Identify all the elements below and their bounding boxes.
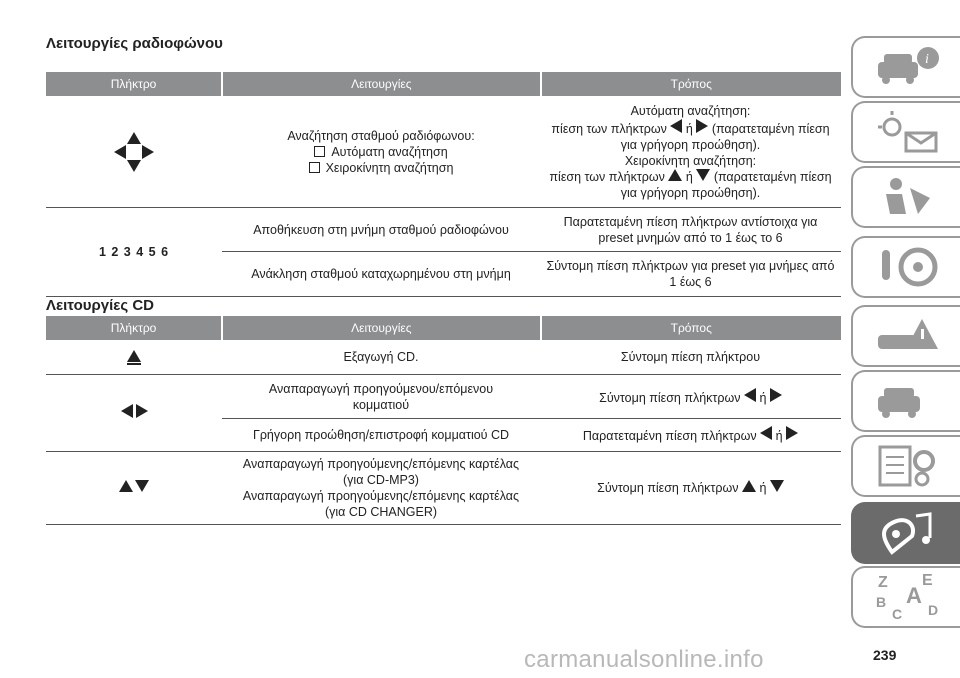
mode-cell — [540, 208, 841, 251]
mode-cell — [540, 452, 841, 524]
mode-text: Σύντομη πίεση πλήκτρων — [597, 481, 739, 495]
key-cell — [46, 452, 222, 524]
mode-cell — [540, 375, 841, 418]
eject-icon — [127, 350, 141, 365]
index-icon — [872, 569, 942, 625]
svg-text:Z: Z — [877, 574, 888, 591]
or-text: ή — [685, 169, 693, 184]
mode-cell — [540, 96, 841, 207]
multimedia-icon — [872, 508, 942, 558]
table-header — [46, 72, 841, 96]
tab-emergency[interactable] — [851, 305, 960, 367]
table-row — [46, 340, 841, 375]
svg-text:E: E — [921, 572, 933, 589]
svg-text:i: i — [924, 52, 929, 67]
mode-text: Παρατεταμένη πίεση πλήκτρων — [582, 429, 757, 443]
car-info-icon — [872, 44, 942, 90]
option-label: Χειροκίνητη αναζήτηση — [325, 160, 454, 175]
header-key: Πλήκτρο — [110, 77, 157, 91]
mode-line: για γρήγορη προώθηση). — [620, 185, 761, 200]
header-functions: Λειτουργίες — [221, 316, 539, 340]
mode-line: Αυτόματη αναζήτηση: — [630, 103, 751, 118]
function-cell: Γρήγορη προώθηση/επιστροφή κομματιού CD — [252, 428, 510, 442]
page-number: 239 — [873, 647, 897, 663]
function-line: κομματιού — [352, 397, 410, 412]
header-mode: Τρόπος — [540, 316, 841, 340]
checkbox-icon — [309, 162, 320, 173]
function-title: Αναζήτηση σταθμού ραδιόφωνου: — [287, 128, 475, 143]
key-cell — [46, 340, 222, 374]
key-cell: 1 2 3 4 5 6 — [98, 245, 170, 259]
mode-line: preset μνημών από το 1 έως το 6 — [598, 230, 783, 245]
radio-functions-table — [46, 72, 841, 297]
function-line: (για CD-MP3) — [343, 473, 419, 487]
mode-cell — [540, 419, 841, 451]
mode-line: για γρήγορη προώθηση). — [620, 137, 761, 152]
left-arrow-icon — [760, 426, 772, 440]
sub-row — [222, 208, 841, 252]
function-cell: Αποθήκευση στη μνήμη σταθμού ραδιοφώνου — [253, 222, 509, 237]
mode-text: πίεση των πλήκτρων — [551, 121, 667, 136]
cd-functions-table — [46, 316, 841, 525]
mode-text: πίεση των πλήκτρων — [549, 169, 665, 184]
right-arrow-icon — [696, 119, 708, 133]
tab-car-info[interactable] — [851, 36, 960, 98]
key-cell — [46, 96, 222, 207]
header-mode: Τρόπος — [540, 72, 841, 96]
specs-gears-icon — [872, 443, 942, 489]
function-cell: Ανάκληση σταθμού καταχωρημένου στη μνήμη — [251, 267, 511, 281]
or-text: ή — [685, 121, 693, 136]
mode-line — [583, 426, 798, 444]
or-text: ή — [759, 390, 767, 405]
table-row — [46, 452, 841, 525]
function-line: Αναπαραγωγή προηγούμενης/επόμενης καρτέλας — [242, 457, 520, 471]
down-arrow-icon — [696, 169, 710, 181]
mode-cell — [540, 252, 841, 296]
up-arrow-icon — [668, 169, 682, 181]
or-text: ή — [775, 429, 783, 443]
emergency-icon — [872, 313, 942, 359]
mode-line: Σύντομη πίεση πλήκτρων για preset για μνήμες από — [546, 259, 835, 273]
tab-technical-data[interactable] — [851, 435, 960, 497]
key-cell — [46, 375, 222, 451]
function-cell — [222, 375, 540, 418]
sub-row — [222, 375, 841, 419]
mode-cell: Σύντομη πίεση πλήκτρου — [620, 350, 761, 364]
mode-line: Παρατεταμένη πίεση πλήκτρων αντίστοιχα για — [563, 214, 818, 229]
option-manual — [309, 160, 454, 176]
function-line: Αναπαραγωγή προηγούμενης/επόμενης καρτέλας — [242, 489, 520, 503]
arrow-keys-icon — [113, 131, 155, 173]
watermark: carmanualsonline.info — [524, 646, 764, 673]
tab-multimedia[interactable] — [851, 502, 960, 564]
function-line: Αναπαραγωγή προηγούμενου/επόμενου — [268, 381, 494, 396]
function-cell — [222, 96, 540, 207]
header-functions: Λειτουργίες — [221, 72, 539, 96]
option-label: Αυτόματη αναζήτηση — [331, 144, 448, 159]
or-text: ή — [759, 481, 767, 495]
table-row — [46, 375, 841, 452]
mode-text: (παρατεταμένη πίεση — [711, 121, 830, 136]
tab-starting-driving[interactable] — [851, 236, 960, 298]
left-arrow-icon — [744, 388, 756, 402]
key-steering-icon — [872, 244, 942, 290]
checkbox-icon — [314, 146, 325, 157]
table-row — [46, 96, 841, 208]
table-row — [46, 208, 841, 297]
tab-safety[interactable] — [851, 166, 960, 228]
svg-text:C: C — [891, 606, 902, 622]
header-key: Πλήκτρο — [110, 321, 157, 335]
mode-line: 1 έως 6 — [669, 275, 712, 289]
section-title-radio: Λειτουργίες ραδιοφώνου — [46, 35, 223, 52]
left-arrow-icon — [670, 119, 682, 133]
tab-index[interactable] — [851, 566, 960, 628]
tab-warning-lights[interactable] — [851, 101, 960, 163]
mode-text: Σύντομη πίεση πλήκτρων — [599, 390, 741, 405]
sub-row — [222, 252, 841, 296]
warning-lights-icon — [872, 109, 942, 155]
car-service-icon — [872, 378, 942, 424]
option-auto — [314, 144, 447, 160]
down-arrow-icon — [770, 480, 784, 492]
up-arrow-icon — [742, 480, 756, 492]
function-cell: Εξαγωγή CD. — [343, 350, 419, 364]
function-line: (για CD CHANGER) — [324, 505, 438, 519]
mode-line — [549, 169, 831, 185]
function-cell — [222, 452, 540, 524]
mode-line: Χειροκίνητη αναζήτηση: — [624, 153, 757, 168]
svg-text:D: D — [927, 602, 938, 618]
sub-row — [222, 419, 841, 451]
left-right-keys-icon — [121, 404, 148, 422]
up-down-keys-icon — [119, 480, 149, 496]
seat-airbag-icon — [872, 174, 942, 220]
mode-text: (παρατεταμένη πίεση — [713, 169, 832, 184]
svg-text:A: A — [905, 583, 922, 608]
mode-line — [599, 388, 782, 406]
mode-line — [551, 119, 829, 137]
section-title-cd: Λειτουργίες CD — [46, 297, 155, 314]
right-arrow-icon — [770, 388, 782, 402]
right-arrow-icon — [786, 426, 798, 440]
tab-service[interactable] — [851, 370, 960, 432]
chapter-sidebar — [851, 0, 960, 678]
mode-line — [597, 480, 784, 496]
table-header — [46, 316, 841, 340]
svg-text:B: B — [875, 594, 886, 610]
